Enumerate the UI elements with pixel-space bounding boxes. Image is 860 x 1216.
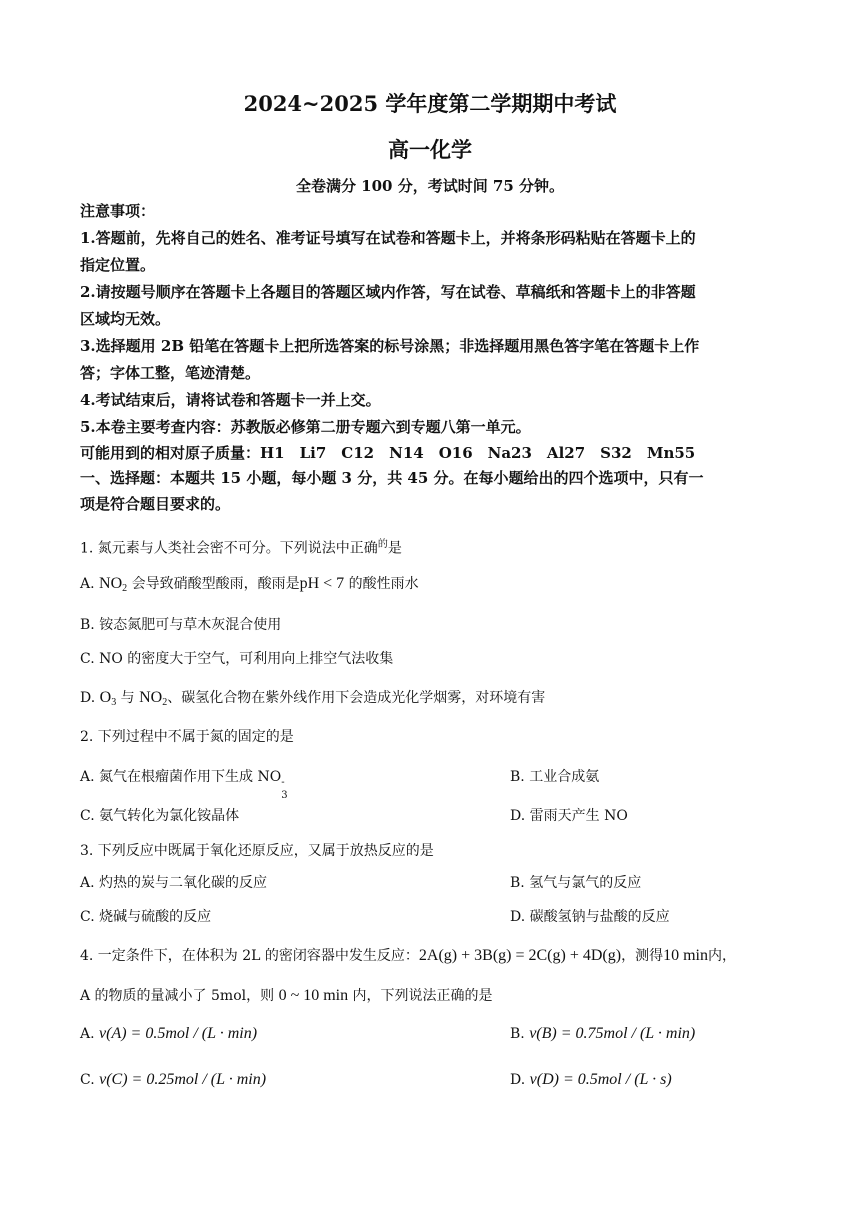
notice-item-5: 5.本卷主要考查内容：苏教版必修第二册专题六到专题八第一单元。 [80, 418, 531, 436]
q1-option-c: C. NO 的密度大于空气，可利用向上排空气法收集 [80, 651, 394, 667]
exam-subject: 高一化学 [388, 137, 472, 162]
q3-option-d: D. 碳酸氢钠与盐酸的反应 [510, 909, 670, 925]
q1-option-b: B. 铵态氮肥可与草木灰混合使用 [80, 617, 282, 633]
exam-info: 全卷满分 100 分，考试时间 75 分钟。 [295, 177, 565, 195]
q2-option-c-row [80, 803, 790, 829]
notice-heading: 注意事项： [80, 202, 156, 220]
q3-option-a: A. 灼热的炭与二氧化碳的反应 [80, 875, 268, 891]
q2-option-d: D. 雷雨天产生 NO [510, 808, 628, 824]
q2-stem: 2. 下列过程中不属于氮的固定的是 [80, 729, 294, 745]
q3-option-a-row [80, 870, 790, 896]
notice-item-1a: 1.答题前，先将自己的姓名、准考证号填写在试卷和答题卡上，并将条形码粘贴在答题卡上的 [80, 229, 696, 247]
atomic-mass-line: 可能用到的相对原子质量：H1 Li7 C12 N14 O16 Na23 Al27 S32 Mn55 [80, 444, 696, 462]
q4-option-a-row: A. v(A) = 0.5mol / (L · min) B. v(B) = 0.75mol / (L · min) [80, 1025, 696, 1042]
q4-stem-a: 4. 一定条件下，在体积为 2L 的密闭容器中发生反应：2A(g) + 3B(g) = 2C(g) + 4D(g)，测得10 min内， [80, 947, 736, 964]
q4-option-d: v(D) = 0.5mol / (L · s) [529, 1071, 672, 1088]
q4-equation: 2A(g) + 3B(g) = 2C(g) + 4D(g) [418, 947, 622, 964]
q3-option-c-row [80, 904, 790, 930]
q4-option-c: v(C) = 0.25mol / (L · min) [99, 1071, 267, 1088]
q4-stem-b: A 的物质的量减小了 5mol，则 0 ~ 10 min 内，下列说法正确的是 [80, 987, 493, 1004]
notice-item-3b: 答；字体工整，笔迹清楚。 [80, 364, 261, 382]
notice-item-3a: 3.选择题用 2B 铅笔在答题卡上把所选答案的标号涂黑；非选择题用黑色答字笔在答题卡上作 [80, 337, 700, 355]
section1-heading-a: 一、选择题：本题共 15 小题，每小题 3 分，共 45 分。在每小题给出的四个选项中，只有一 [80, 469, 704, 487]
q1-option-d: D. $O_3$ 与 $NO_2$、碳氢化合物在紫外线作用下会造成光化学烟雾，对环境有害 [80, 689, 546, 708]
exam-title: 2024~2025 学年度第二学期期中考试 [243, 91, 617, 116]
q1-option-a: A. $NO_2$ 会导致硝酸型酸雨，酸雨是pH < 7 的酸性雨水 [80, 575, 419, 594]
q3-stem: 3. 下列反应中既属于氧化还原反应，又属于放热反应的是 [80, 843, 434, 859]
notice-item-2a: 2.请按题号顺序在答题卡上各题目的答题区域内作答，写在试卷、草稿纸和答题卡上的非答题 [80, 283, 696, 301]
q2-option-c: C. 氨气转化为氯化铵晶体 [80, 808, 240, 824]
notice-item-2b: 区域均无效。 [80, 310, 171, 328]
notice-item-1b: 指定位置。 [80, 256, 156, 274]
section1-heading-b: 项是符合题目要求的。 [80, 495, 231, 513]
q4-option-b: v(B) = 0.75mol / (L · min) [529, 1025, 696, 1042]
q2-option-b: B. 工业合成氨 [510, 769, 600, 785]
q1-stem: 1. 氮元素与人类社会密不可分。下列说法中正确$^的$是 [80, 539, 402, 557]
q4-option-c-row: C. v(C) = 0.25mol / (L · min) D. v(D) = 0.5mol / (L · s) [80, 1071, 672, 1088]
notice-item-4: 4.考试结束后，请将试卷和答题卡一并上交。 [80, 391, 381, 409]
q2-option-a: A. 氮气在根瘤菌作用下生成 NO - 3 B. 工业合成氨 [80, 764, 790, 790]
q3-option-b: B. 氢气与氯气的反应 [510, 875, 642, 891]
q4-option-a: v(A) = 0.5mol / (L · min) [99, 1025, 258, 1042]
q3-option-c: C. 烧碱与硫酸的反应 [80, 909, 212, 925]
